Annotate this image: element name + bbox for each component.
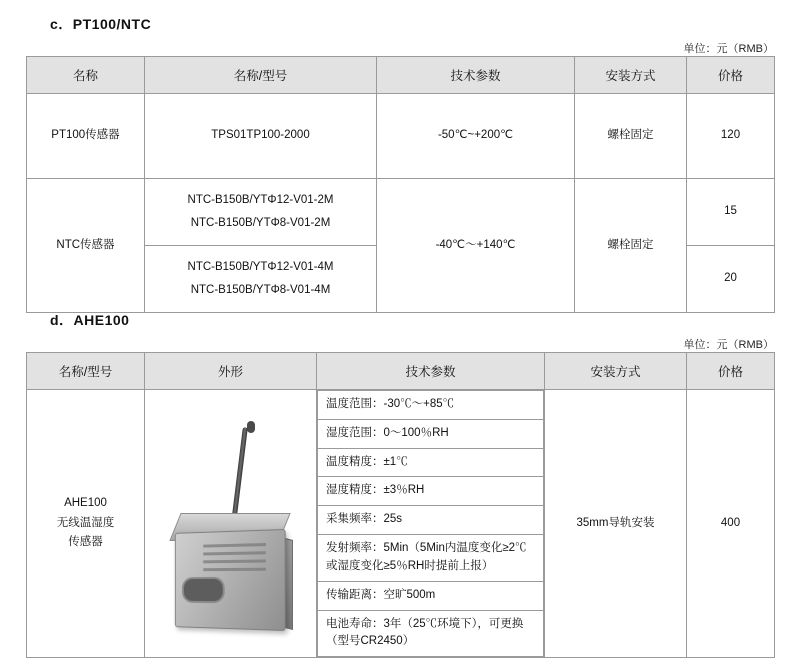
name-line: AHE100 bbox=[64, 497, 107, 510]
spec-item: 电池寿命：3年（25℃环境下），可更换（型号CR2450） bbox=[318, 610, 544, 657]
section-d-title: d．AHE100 bbox=[50, 312, 130, 328]
spec-row bbox=[318, 391, 544, 420]
section-pt100-ntc bbox=[0, 14, 800, 313]
vent-line bbox=[203, 543, 266, 548]
section-ahe100 bbox=[0, 310, 800, 658]
spec-item: 湿度范围：0～100％RH bbox=[318, 419, 544, 448]
section-c-unit-note: 单位：元（RMB） bbox=[683, 43, 774, 55]
column-header-mount: 安装方式 bbox=[575, 57, 687, 94]
table-row bbox=[27, 94, 775, 179]
spec-row bbox=[318, 610, 544, 657]
cell-model-group-1 bbox=[145, 179, 377, 246]
spec-item: 湿度精度：±3％RH bbox=[318, 477, 544, 506]
cell-price: 20 bbox=[687, 246, 775, 313]
cell-spec: -40℃～+140℃ bbox=[377, 179, 575, 313]
table-header-row bbox=[27, 57, 775, 94]
column-header-spec: 技术参数 bbox=[317, 353, 545, 390]
column-header-model: 名称/型号 bbox=[145, 57, 377, 94]
column-header-price: 价格 bbox=[687, 353, 775, 390]
column-header-mount: 安装方式 bbox=[545, 353, 687, 390]
model-line: NTC-B150B/YTΦ12-V01-4M bbox=[187, 261, 334, 273]
cell-name: PT100传感器 bbox=[27, 94, 145, 179]
spec-item: 传输距离：空旷500m bbox=[318, 581, 544, 610]
cell-mount: 螺栓固定 bbox=[575, 94, 687, 179]
cell-spec: -50℃~+200℃ bbox=[377, 94, 575, 179]
spec-item: 温度精度：±1℃ bbox=[318, 448, 544, 477]
model-line: NTC-B150B/YTΦ8-V01-4M bbox=[190, 284, 331, 296]
section-d-unit-note: 单位：元（RMB） bbox=[683, 339, 774, 351]
antenna bbox=[231, 427, 248, 523]
section-c-title: c．PT100/NTC bbox=[50, 16, 152, 32]
ahe100-table bbox=[26, 352, 775, 658]
cell-spec-list bbox=[317, 390, 545, 658]
spec-row bbox=[318, 419, 544, 448]
vent-line bbox=[203, 551, 266, 555]
table-row bbox=[27, 179, 775, 246]
spec-row bbox=[318, 477, 544, 506]
cell-price: 120 bbox=[687, 94, 775, 179]
table-row bbox=[27, 390, 775, 658]
spec-row bbox=[318, 581, 544, 610]
spec-sublist bbox=[317, 390, 544, 657]
antenna-tip bbox=[247, 421, 255, 433]
column-header-price: 价格 bbox=[687, 57, 775, 94]
vent-line bbox=[203, 567, 266, 570]
device-port bbox=[182, 576, 225, 602]
cell-model-group-2 bbox=[145, 246, 377, 313]
cell-price: 15 bbox=[687, 179, 775, 246]
cell-name bbox=[27, 390, 145, 658]
spec-item: 采集频率：25s bbox=[318, 506, 544, 535]
vent-line bbox=[203, 559, 266, 563]
spec-item: 温度范围：-30℃～+85℃ bbox=[318, 391, 544, 420]
cell-mount: 35mm导轨安装 bbox=[545, 390, 687, 658]
spec-row bbox=[318, 535, 544, 582]
cell-device-image bbox=[145, 390, 317, 658]
table-header-row bbox=[27, 353, 775, 390]
cell-name: NTC传感器 bbox=[27, 179, 145, 313]
spec-row bbox=[318, 506, 544, 535]
column-header-name: 名称 bbox=[27, 57, 145, 94]
cell-mount: 螺栓固定 bbox=[575, 179, 687, 313]
column-header-model: 名称/型号 bbox=[27, 353, 145, 390]
name-line: 传感器 bbox=[68, 536, 103, 549]
column-header-spec: 技术参数 bbox=[377, 57, 575, 94]
model-line: NTC-B150B/YTΦ8-V01-2M bbox=[190, 217, 331, 229]
name-line: 无线温湿度 bbox=[56, 516, 115, 529]
spec-item: 发射频率：5Min（5Min内温度变化≥2℃或湿度变化≥5％RH时提前上报） bbox=[318, 535, 544, 582]
cell-model: TPS01TP100-2000 bbox=[145, 94, 377, 179]
model-line: NTC-B150B/YTΦ12-V01-2M bbox=[187, 194, 334, 206]
cell-price: 400 bbox=[687, 390, 775, 658]
ahe100-sensor-photo bbox=[151, 409, 311, 639]
spec-row bbox=[318, 448, 544, 477]
pt100-ntc-table bbox=[26, 56, 775, 313]
column-header-appearance: 外形 bbox=[145, 353, 317, 390]
